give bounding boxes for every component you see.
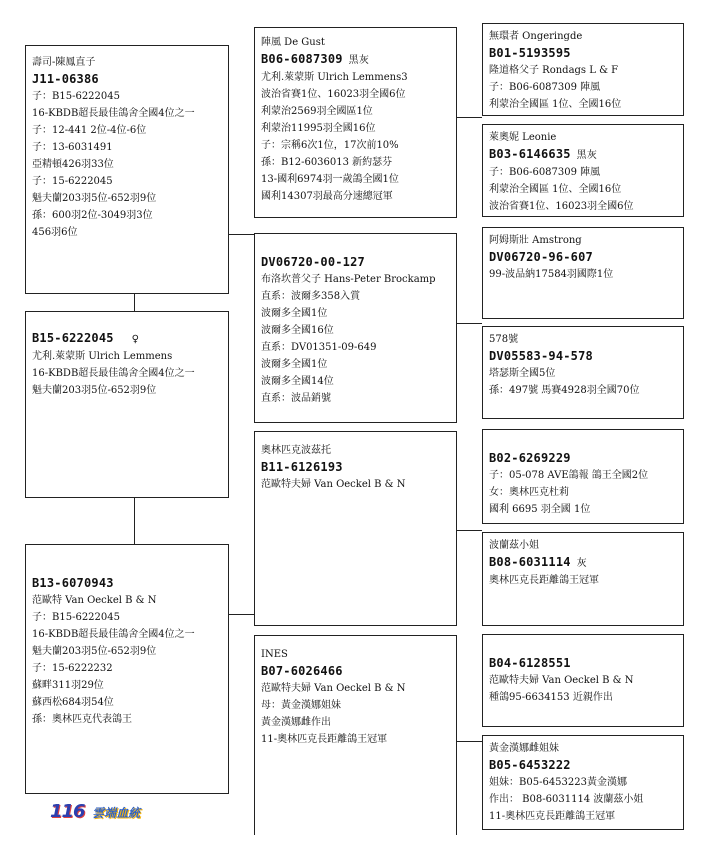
connector-line: [134, 293, 135, 311]
pedigree-line: 亞精頓426羽33位: [32, 159, 114, 170]
pedigree-line: 范歐特 Van Oeckel B & N: [32, 595, 157, 606]
pedigree-line: 16-KBDB超長最佳鴿舍全國4位之一: [32, 368, 195, 379]
pedigree-card-granddam: [254, 635, 457, 835]
color-label: 灰: [576, 558, 587, 569]
pedigree-line: 波治省賽1位、16023羽全國6位: [261, 89, 406, 100]
pedigree-line: 孫：奧林匹克代表鴿王: [32, 714, 132, 725]
pedigree-line: 孫：B12-6036013 新約瑟芬: [261, 157, 393, 168]
pedigree-line: 子：B15-6222045: [32, 612, 120, 623]
pedigree-line: 利蒙治全國區 1位、全國16位: [489, 184, 622, 195]
connector-line: [456, 741, 482, 742]
connector-line: [228, 614, 254, 615]
pedigree-line: 范歐特夫婦 Van Oeckel B & N: [261, 683, 406, 694]
pigeon-name: 無環者 Ongeringde: [489, 31, 583, 42]
ring-number: B07-6026466: [261, 664, 343, 678]
connector-line: [456, 117, 482, 118]
ring-number-text: B08-6031114: [489, 555, 571, 569]
pigeon-name: 陣風 De Gust: [261, 37, 325, 48]
ring-number: [489, 146, 677, 164]
pigeon-name: INES: [261, 649, 288, 660]
ring-number: DV06720-96-607: [489, 250, 593, 264]
ring-number: B05-6453222: [489, 758, 571, 772]
pedigree-line: 塔瑟斯全國5位: [489, 368, 556, 379]
ring-number-text: B03-6146635: [489, 147, 571, 161]
ring-number: B02-6269229: [489, 451, 571, 465]
ring-number-text: B15-6222045: [32, 331, 114, 345]
pedigree-line: 孫：497號 馬賽4928羽全國70位: [489, 385, 640, 396]
connector-line: [228, 234, 254, 235]
pedigree-line: 尤利.萊蒙斯 Ulrich Lemmens3: [261, 72, 408, 83]
ring-number: [32, 330, 222, 348]
ring-number: B04-6128551: [489, 656, 571, 670]
pedigree-line: 利蒙治2569羽全國區1位: [261, 106, 373, 117]
connector-line: [134, 497, 135, 544]
pedigree-card-dam: [25, 544, 229, 794]
pedigree-line: 子：B15-6222045: [32, 91, 120, 102]
pedigree-card-grandsire-dam-side: [254, 431, 457, 626]
pedigree-line: 16-KBDB超長最佳鴿舍全國4位之一: [32, 629, 195, 640]
pedigree-line: 波爾多全國1位: [261, 359, 328, 370]
pedigree-line: 子：05-078 AVE鴿報 鴿王全國2位: [489, 470, 649, 481]
pedigree-card-subject: [25, 311, 229, 498]
pedigree-card-granddam-sire-side: [254, 233, 457, 423]
pedigree-line: 姐妹：B05-6453223黃金漢娜: [489, 777, 627, 788]
pedigree-line: 范歐特夫婦 Van Oeckel B & N: [489, 675, 634, 686]
pedigree-line: 13-國利6974羽一歲鴿全國1位: [261, 174, 399, 185]
pigeon-name: 壽司-陳鳳直子: [32, 57, 96, 68]
pedigree-line: 魁夫蘭203羽5位-652羽9位: [32, 193, 157, 204]
ring-number: B01-5193595: [489, 46, 571, 60]
pedigree-card-ggp-7: [482, 634, 684, 727]
pedigree-line: 利蒙治11995羽全國16位: [261, 123, 376, 134]
ring-number: B11-6126193: [261, 460, 343, 474]
pedigree-card-grandsire: [254, 27, 457, 218]
pedigree-line: 國利 6695 羽全國 1位: [489, 504, 591, 515]
pedigree-line: 波爾多全國16位: [261, 325, 334, 336]
pigeon-name: 波蘭茲小姐: [489, 540, 539, 551]
logo-text: 雲端血統: [92, 806, 141, 820]
ring-number: DV05583-94-578: [489, 349, 593, 363]
pigeon-name: 阿姆斯壯 Amstrong: [489, 235, 582, 246]
pedigree-line: 16-KBDB超長最佳鴿舍全國4位之一: [32, 108, 195, 119]
pedigree-line: 尤利.萊蒙斯 Ulrich Lemmens: [32, 351, 173, 362]
pedigree-line: 作出： B08-6031114 波蘭茲小姐: [489, 794, 644, 805]
ring-number: [261, 51, 450, 69]
pedigree-card-ggp-4: [482, 326, 684, 419]
pedigree-card-ggp-2: [482, 124, 684, 217]
pigeon-name: 578號: [489, 334, 519, 345]
pedigree-line: 國利14307羽最高分速總冠軍: [261, 191, 393, 202]
pedigree-line: 蘇西松684羽54位: [32, 697, 114, 708]
color-label: 黑灰: [348, 55, 370, 66]
pedigree-line: 波治省賽1位、16023羽全國6位: [489, 201, 634, 212]
pedigree-line: 子：13-6031491: [32, 142, 113, 153]
pedigree-line: 子：12-441 2位-4位-6位: [32, 125, 147, 136]
pigeon-name: 萊奧妮 Leonie: [489, 132, 557, 143]
pedigree-line: 種鴿95-6634153 近親作出: [489, 692, 613, 703]
pedigree-line: 魁夫蘭203羽5位-652羽9位: [32, 646, 157, 657]
pedigree-line: 子：B06-6087309 陣風: [489, 167, 601, 178]
pedigree-card-ggp-8: [482, 735, 684, 830]
pedigree-line: 99-波品納17584羽國際1位: [489, 269, 614, 280]
pedigree-line: 女：奧林匹克杜莉: [489, 487, 569, 498]
ring-number: [489, 554, 677, 572]
ring-number-text: B06-6087309: [261, 52, 343, 66]
pedigree-line: 波爾多全國14位: [261, 376, 334, 387]
pedigree-line: 直系：DV01351-09-649: [261, 342, 377, 353]
pedigree-line: 魁夫蘭203羽5位-652羽9位: [32, 385, 157, 396]
pigeon-name: 奧林匹克波茲托: [261, 445, 331, 456]
pedigree-line: 黃金漢娜雌作出: [261, 717, 331, 728]
pedigree-line: 11-奧林匹克長距離鴿王冠軍: [261, 734, 388, 745]
ring-number: B13-6070943: [32, 576, 114, 590]
pigeon-name: 黃金漢娜雌姐妹: [489, 743, 559, 754]
pedigree-line: 隆道格父子 Rondags L & F: [489, 65, 619, 76]
pedigree-card-ggp-6: [482, 532, 684, 626]
pedigree-line: 直系：波品銷號: [261, 393, 331, 404]
pedigree-line: 子：15-6222045: [32, 176, 113, 187]
pedigree-line: 子：宗稱6次1位，17次前10%: [261, 140, 399, 151]
brand-logo: [50, 801, 140, 822]
pedigree-line: 456羽6位: [32, 227, 78, 238]
pedigree-card-ggp-5: [482, 429, 684, 524]
pedigree-line: 布洛坎普父子 Hans-Peter Brockamp: [261, 274, 436, 285]
pedigree-line: 子：B06-6087309 陣風: [489, 82, 601, 93]
ring-number: DV06720-00-127: [261, 255, 365, 269]
pedigree-card-ggp-1: [482, 23, 684, 116]
pedigree-line: 母：黃金漢娜姐妹: [261, 700, 341, 711]
connector-line: [456, 323, 482, 324]
logo-number: 116: [50, 801, 85, 822]
pedigree-line: 利蒙治全國區 1位、全國16位: [489, 99, 622, 110]
pedigree-card-ggp-3: [482, 227, 684, 319]
pedigree-line: 孫：600羽2位-3049羽3位: [32, 210, 153, 221]
pedigree-line: 11-奧林匹克長距離鴿王冠軍: [489, 811, 616, 822]
connector-line: [456, 530, 482, 531]
color-label: 黑灰: [576, 150, 598, 161]
pedigree-line: 蘇畔311羽29位: [32, 680, 104, 691]
pedigree-line: 范歐特夫婦 Van Oeckel B & N: [261, 479, 406, 490]
ring-number: J11-06386: [32, 72, 99, 86]
pedigree-line: 子：15-6222232: [32, 663, 113, 674]
pedigree-card-sire: [25, 45, 229, 294]
pedigree-line: 奧林匹克長距離鴿王冠軍: [489, 575, 599, 586]
pedigree-line: 直系：波爾多358入賞: [261, 291, 361, 302]
female-symbol-icon: ♀: [131, 334, 140, 345]
pedigree-line: 波爾多全國1位: [261, 308, 328, 319]
